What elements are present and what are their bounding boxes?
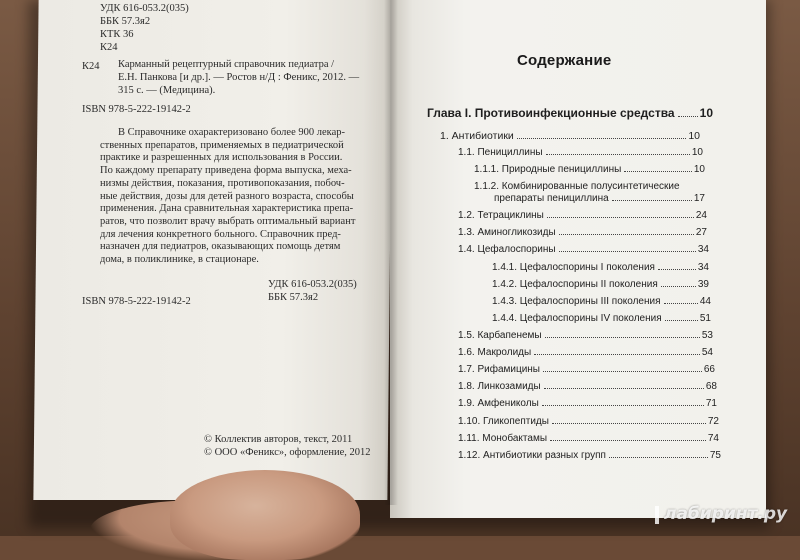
toc-leader xyxy=(658,269,696,270)
toc-leader xyxy=(542,405,704,406)
copyright-authors: © Коллектив авторов, текст, 2011 xyxy=(204,434,353,445)
toc-entry-page: 34 xyxy=(697,262,709,273)
toc-entry-page: 53 xyxy=(701,330,713,341)
toc-entry-page: 27 xyxy=(695,227,707,238)
abstract-line: применения. Дана сравнительная характеристика препа- xyxy=(100,203,354,215)
abstract-line: ратов, что позволит врачу выбрать оптимальный вариант xyxy=(100,215,356,227)
toc-entry[interactable] xyxy=(458,227,707,238)
copyright-publisher: © ООО «Феникс», оформление, 2012 xyxy=(204,447,371,458)
isbn-top: ISBN 978-5-222-19142-2 xyxy=(82,104,191,115)
abstract-line: для лечения конкретного больного. Справочник пред- xyxy=(100,228,341,240)
toc-entry[interactable] xyxy=(458,381,717,392)
toc-entry[interactable] xyxy=(492,296,711,307)
toc-entry-page: 51 xyxy=(699,313,711,324)
catalog-code: К24 xyxy=(82,61,100,72)
toc-entry[interactable] xyxy=(458,450,721,461)
toc-entry-label: 1.2. Тетрациклины xyxy=(458,210,544,221)
toc-entry-label: 1.9. Амфениколы xyxy=(458,398,539,409)
toc-leader xyxy=(665,320,698,321)
toc-entry-label: 1.1.1. Природные пенициллины xyxy=(474,164,622,175)
toc-entry-label: 1.1. Пенициллины xyxy=(458,147,543,158)
toc-entry-label: 1.1.2. Комбинированные полусинтетические xyxy=(474,181,680,192)
toc-leader xyxy=(661,286,696,287)
toc-chapter[interactable] xyxy=(427,106,713,120)
toc-entry-label: 1.4.3. Цефалоспорины III поколения xyxy=(492,296,661,307)
toc-leader xyxy=(559,234,694,235)
toc-entry-page: 10 xyxy=(693,164,705,175)
thumb xyxy=(170,470,360,560)
toc-leader xyxy=(552,423,706,424)
toc-leader xyxy=(550,440,706,441)
toc-entry-page: 10 xyxy=(691,147,703,158)
catalog-line-1: Карманный рецептурный справочник педиатра / xyxy=(118,59,335,70)
watermark-logo xyxy=(655,506,659,524)
toc-title: Содержание xyxy=(517,52,612,69)
toc-leader xyxy=(547,217,694,218)
toc-entry[interactable] xyxy=(458,416,719,427)
toc-entry-label: 1.7. Рифамицины xyxy=(458,364,540,375)
toc-entry-label: 1.11. Монобактамы xyxy=(458,433,548,444)
toc-entry[interactable] xyxy=(458,210,707,221)
toc-entry-page: 44 xyxy=(699,296,711,307)
abstract-line: В Справочнике охарактеризовано более 900 лекар- xyxy=(118,127,345,138)
toc-entry-label: 1.5. Карбапенемы xyxy=(458,330,542,341)
toc-entry-label: 1.4.2. Цефалоспорины II поколения xyxy=(492,279,658,290)
toc-entry[interactable] xyxy=(458,398,717,409)
toc-leader xyxy=(544,388,704,389)
toc-leader xyxy=(559,251,696,252)
toc-entry[interactable] xyxy=(474,164,705,175)
toc-leader xyxy=(534,354,700,355)
toc-entry[interactable] xyxy=(458,347,713,358)
toc-entry-label: 1.6. Макролиды xyxy=(458,347,532,358)
udk-bottom: УДК 616-053.2(035) xyxy=(268,279,357,290)
toc-leader xyxy=(624,171,692,172)
toc-leader xyxy=(678,116,698,117)
toc-entry-label: 1.10. Гликопептиды xyxy=(458,416,549,427)
abstract-line: ные действия, дозы для детей разного возраста, способы xyxy=(100,190,354,202)
toc-entry-page: 71 xyxy=(705,398,717,409)
toc-entry-page: 17 xyxy=(693,193,705,204)
toc-entry-label: 1. Антибиотики xyxy=(440,130,514,142)
toc-entry-page: 75 xyxy=(709,450,721,461)
toc-entry[interactable] xyxy=(492,262,709,273)
code: К24 xyxy=(100,42,118,53)
bbk-top: ББК 57.3я2 xyxy=(100,16,151,27)
toc-chapter-page: 10 xyxy=(699,106,713,120)
catalog-line-3: 315 с. — (Медицина). xyxy=(118,85,216,96)
toc-leader xyxy=(517,138,687,139)
toc-entry-label: 1.4.4. Цефалоспорины IV поколения xyxy=(492,313,662,324)
toc-entry-label: 1.4.1. Цефалоспорины I поколения xyxy=(492,262,655,273)
toc-entry-page: 72 xyxy=(707,416,719,427)
toc-chapter-label: Глава I. Противоинфекционные средства xyxy=(427,106,675,120)
toc-entry-page: 68 xyxy=(705,381,717,392)
toc-entry-page: 24 xyxy=(695,210,707,221)
abstract-line: назначен для педиатров, оказывающих помощь детям xyxy=(100,241,341,253)
toc-entry-page: 39 xyxy=(697,279,709,290)
ktk: КТК 36 xyxy=(100,29,134,40)
catalog-line-2: Е.Н. Панкова [и др.]. — Ростов н/Д : Феникс, 2012. — xyxy=(118,72,360,83)
abstract-line: низмы действия, показания, противопоказания, побоч- xyxy=(100,177,345,189)
udk-top: УДК 616-053.2(035) xyxy=(100,3,189,14)
abstract-line: По каждому препарату приведена форма выпуска, меха- xyxy=(100,165,352,177)
toc-leader xyxy=(664,303,698,304)
watermark: лабиринт.ру xyxy=(664,504,788,524)
toc-entry-label: 1.8. Линкозамиды xyxy=(458,381,541,392)
abstract-line: практике и разрешенных для использования в России. xyxy=(100,152,343,164)
toc-entry-page: 10 xyxy=(688,130,700,142)
toc-entry[interactable] xyxy=(458,147,703,158)
toc-leader xyxy=(543,371,702,372)
toc-entry[interactable] xyxy=(494,193,705,204)
toc-entry[interactable] xyxy=(440,130,700,142)
toc-entry-page: 54 xyxy=(701,347,713,358)
toc-entry[interactable] xyxy=(474,181,740,192)
isbn-bottom: ISBN 978-5-222-19142-2 xyxy=(82,296,191,307)
toc-entry[interactable] xyxy=(492,313,711,324)
toc-entry[interactable] xyxy=(458,433,719,444)
toc-leader xyxy=(545,337,700,338)
toc-entry-page: 74 xyxy=(707,433,719,444)
toc-leader xyxy=(546,154,690,155)
toc-leader xyxy=(609,457,708,458)
toc-entry-page: 66 xyxy=(703,364,715,375)
book-gutter xyxy=(384,0,398,505)
toc-entry[interactable] xyxy=(458,244,709,255)
toc-entry-label: 1.3. Аминогликозиды xyxy=(458,227,556,238)
toc-entry-label: 1.12. Антибиотики разных групп xyxy=(458,450,606,461)
toc-leader xyxy=(612,200,692,201)
toc-entry[interactable] xyxy=(492,279,709,290)
toc-entry-label: препараты пенициллина xyxy=(494,193,609,204)
abstract-line: дома, в поликлинике, в стационаре. xyxy=(100,254,259,265)
toc-entry-label: 1.4. Цефалоспорины xyxy=(458,244,556,255)
toc-entry-page: 34 xyxy=(697,244,709,255)
toc-entry[interactable] xyxy=(458,330,713,341)
toc-entry[interactable] xyxy=(458,364,715,375)
abstract-line: ственных препаратов, применяемых в педиатрической xyxy=(100,139,344,151)
bbk-bottom: ББК 57.3я2 xyxy=(268,292,319,303)
